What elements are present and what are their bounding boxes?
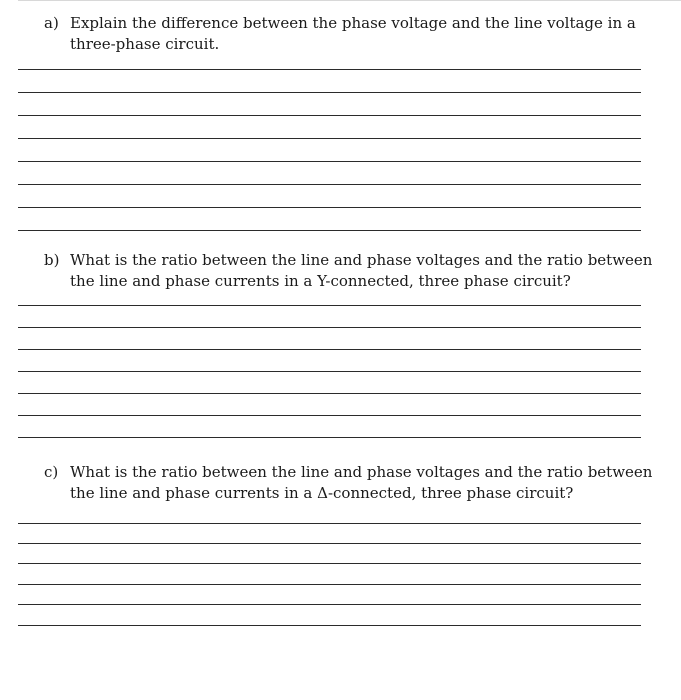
answer-line-c-1[interactable] [18, 523, 641, 524]
question-b [44, 250, 654, 292]
question-c [44, 462, 654, 504]
answer-line-b-7[interactable] [18, 437, 641, 438]
answer-line-a-3[interactable] [18, 115, 641, 116]
answer-line-b-4[interactable] [18, 371, 641, 372]
answer-line-c-5[interactable] [18, 604, 641, 605]
question-b-letter: b) [44, 251, 60, 269]
question-c-letter: c) [44, 463, 59, 481]
answer-line-c-2[interactable] [18, 543, 641, 544]
answer-line-a-8[interactable] [18, 230, 641, 231]
answer-line-b-6[interactable] [18, 415, 641, 416]
answer-line-a-2[interactable] [18, 92, 641, 93]
answer-line-b-2[interactable] [18, 327, 641, 328]
question-b-text: What is the ratio between the line and phase voltages and the ratio between the line and phase currents in a Y-connected, three phase circuit? [70, 251, 653, 290]
answer-line-b-3[interactable] [18, 349, 641, 350]
answer-line-a-6[interactable] [18, 184, 641, 185]
page-top-border [18, 0, 681, 1]
question-a-letter: a) [44, 14, 59, 32]
answer-line-b-5[interactable] [18, 393, 641, 394]
answer-line-a-5[interactable] [18, 161, 641, 162]
question-a [44, 13, 654, 55]
answer-line-c-6[interactable] [18, 625, 641, 626]
question-a-text: Explain the difference between the phase voltage and the line voltage in a three-phase circuit. [70, 14, 636, 53]
answer-line-b-1[interactable] [18, 305, 641, 306]
answer-line-c-3[interactable] [18, 563, 641, 564]
answer-line-a-4[interactable] [18, 138, 641, 139]
answer-line-a-7[interactable] [18, 207, 641, 208]
answer-line-a-1[interactable] [18, 69, 641, 70]
question-c-text: What is the ratio between the line and phase voltages and the ratio between the line and phase currents in a Δ-connected, three phase circuit? [70, 463, 653, 502]
answer-line-c-4[interactable] [18, 584, 641, 585]
